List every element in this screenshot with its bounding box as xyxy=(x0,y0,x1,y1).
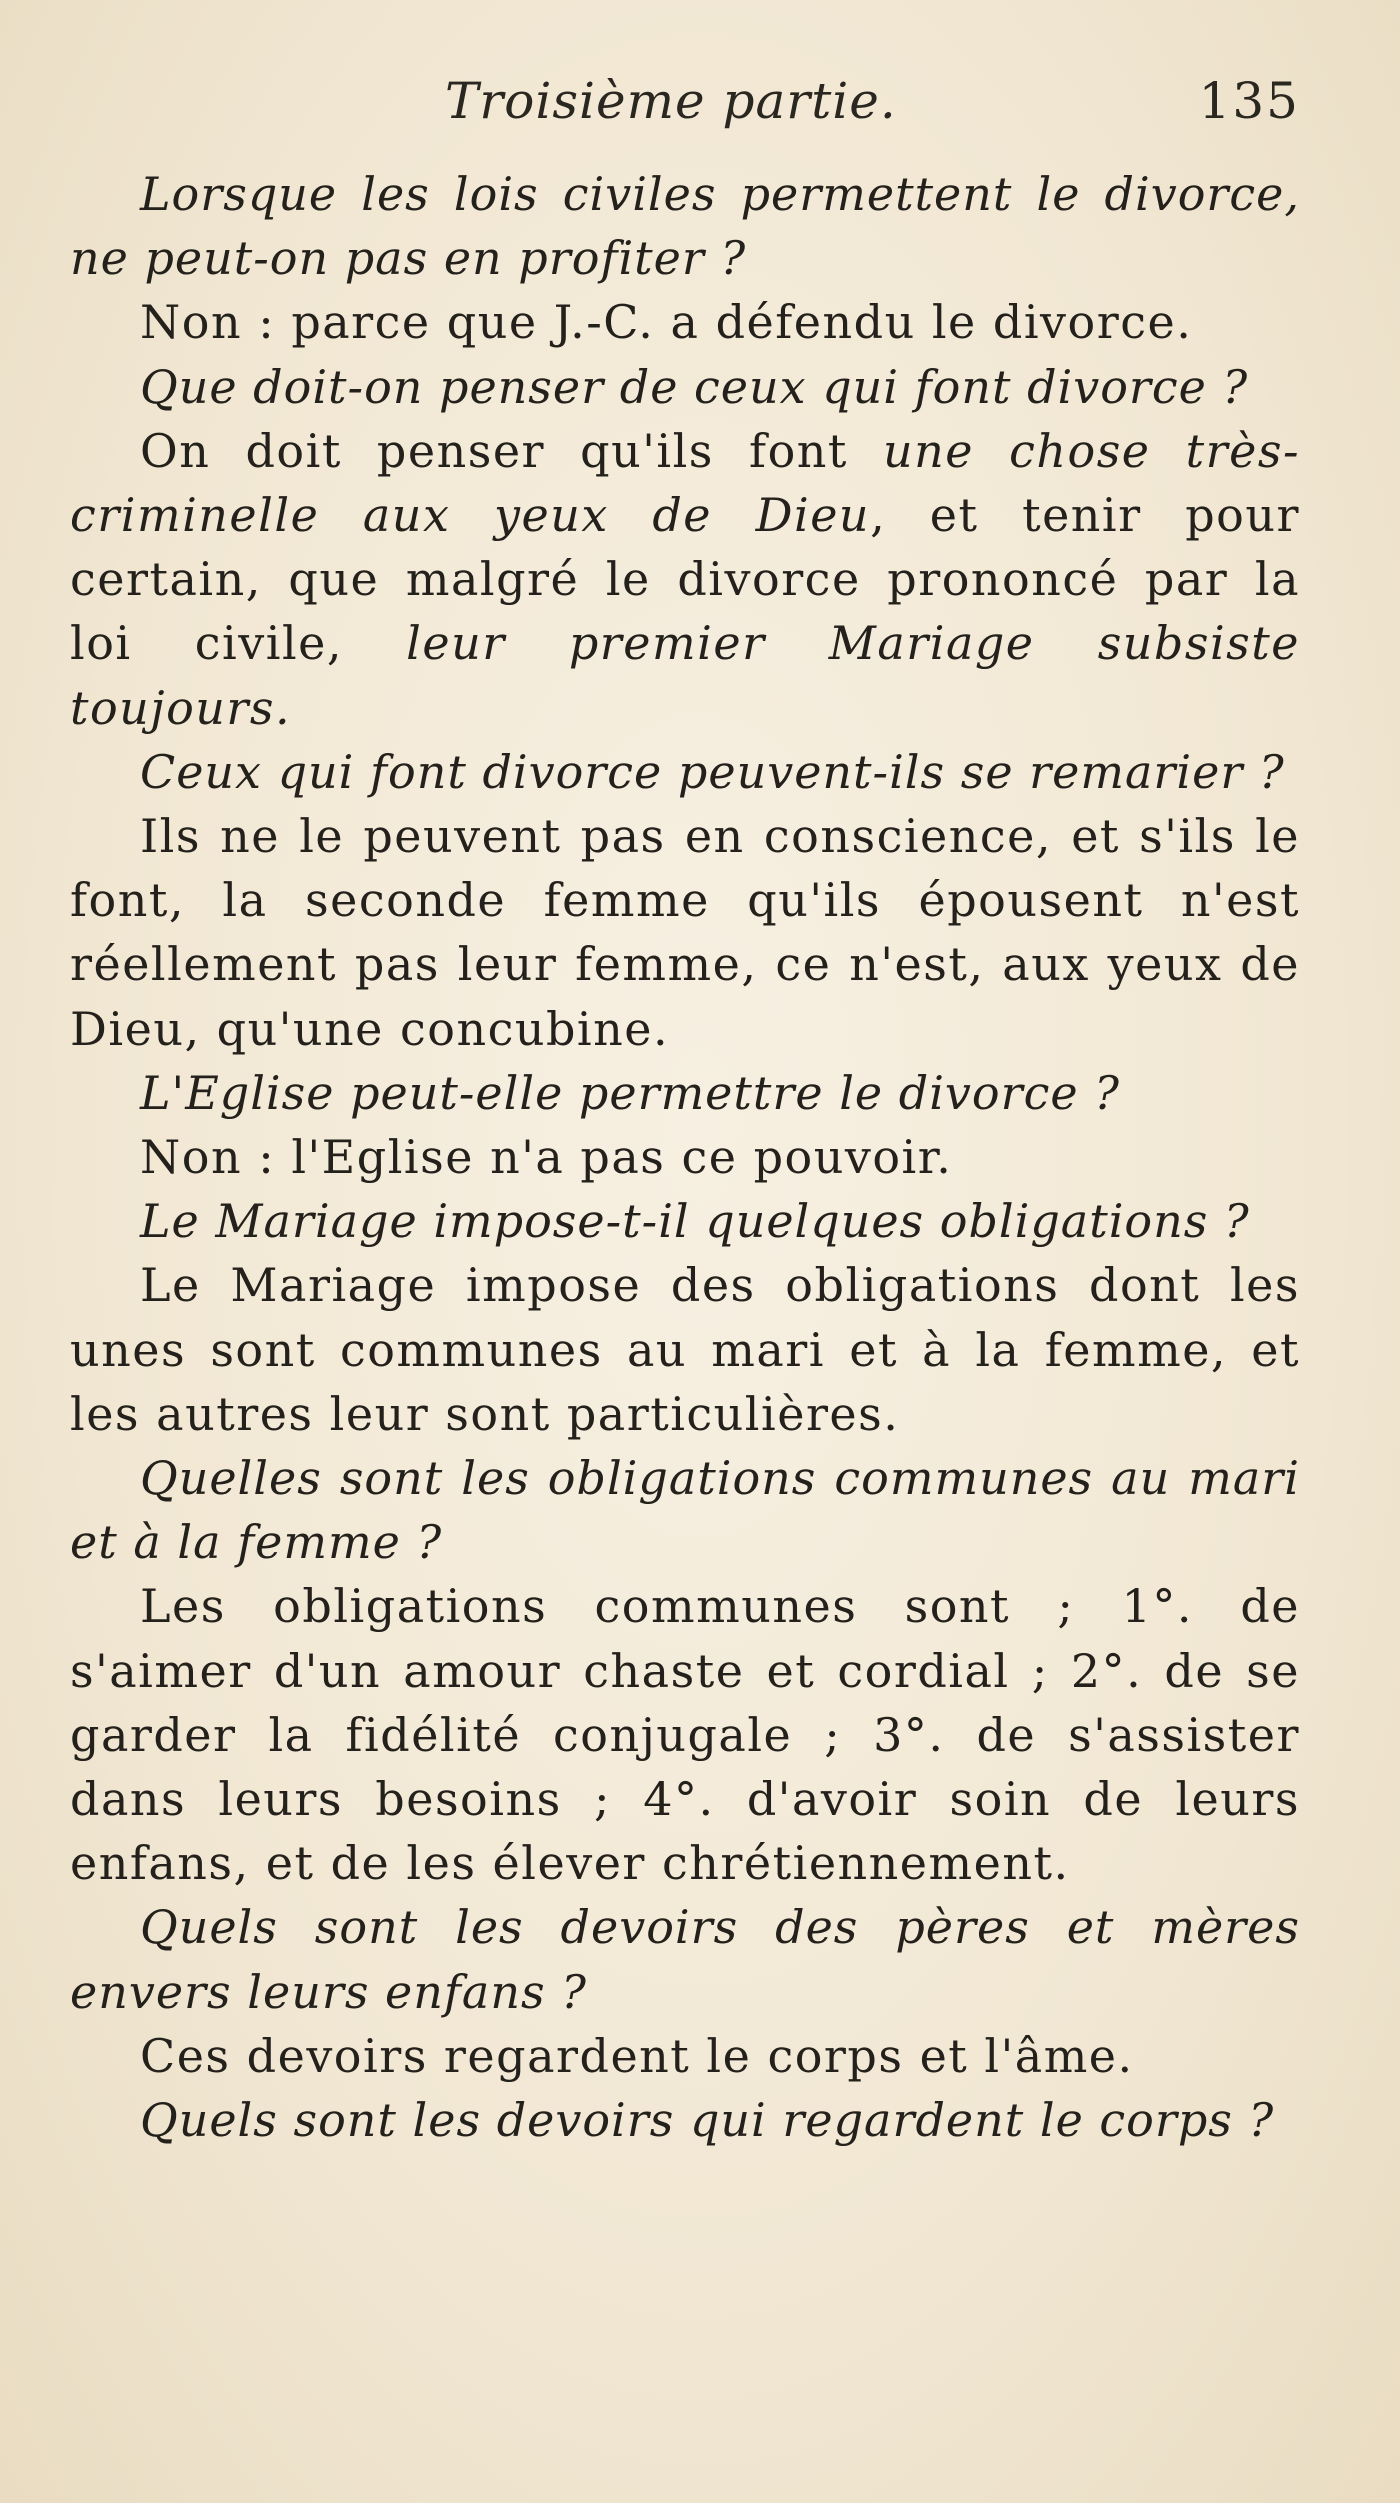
page-body xyxy=(70,162,1300,2152)
answer-2 xyxy=(70,419,1300,740)
question-6: Quelles sont les obligations communes au mari et à la femme ? xyxy=(70,1451,1300,1570)
answer-2-part-1: On doit penser qu'ils font xyxy=(140,423,884,478)
answer-6: Les obligations communes sont ; 1°. de s'aimer d'un amour chaste et cordial ; 2°. de se garder la fidélité conjugale ; 3°. de s'assister dans leurs besoins ; 4°. d'avoir soin de leurs enfans, et de les élever chrétiennement. xyxy=(70,1579,1300,1891)
answer-2-emphasis-2: leur premier Mariage subsiste toujours. xyxy=(70,616,1300,735)
answer-3: Ils ne le peuvent pas en conscience, et s'ils le font, la seconde femme qu'ils épousent n'est réellement pas leur femme, ce n'est, aux yeux de Dieu, qu'une concubine. xyxy=(70,809,1300,1056)
answer-2-emphasis-1: une chose très-criminelle aux yeux de Dieu xyxy=(70,423,1301,543)
question-7: Quels sont les devoirs des pères et mères envers leurs enfans ? xyxy=(70,1900,1300,2019)
answer-2-part-2: , et tenir pour certain, que malgré le divorce prononcé par la loi civile, xyxy=(70,488,1300,671)
question-8: Quels sont les devoirs qui regardent le corps ? xyxy=(140,2093,1275,2148)
question-5: Le Mariage impose-t-il quelques obligations ? xyxy=(140,1194,1250,1249)
running-title: Troisième partie. xyxy=(445,72,897,130)
page-number: 135 xyxy=(1198,72,1300,130)
page-header xyxy=(70,72,1300,152)
answer-4: Non : l'Eglise n'a pas ce pouvoir. xyxy=(140,1130,953,1185)
answer-5: Le Mariage impose des obligations dont les unes sont communes au mari et à la femme, et les autres leur sont particulières. xyxy=(70,1258,1300,1441)
answer-1: Non : parce que J.-C. a défendu le divorce. xyxy=(140,295,1193,350)
question-4: L'Eglise peut-elle permettre le divorce ? xyxy=(140,1065,1120,1120)
question-2: Que doit-on penser de ceux qui font divorce ? xyxy=(140,359,1249,414)
question-3: Ceux qui font divorce peuvent-ils se remarier ? xyxy=(140,744,1285,799)
answer-7: Ces devoirs regardent le corps et l'âme. xyxy=(140,2028,1134,2083)
question-1: Lorsque les lois civiles permettent le divorce, ne peut-on pas en profiter ? xyxy=(70,167,1300,286)
